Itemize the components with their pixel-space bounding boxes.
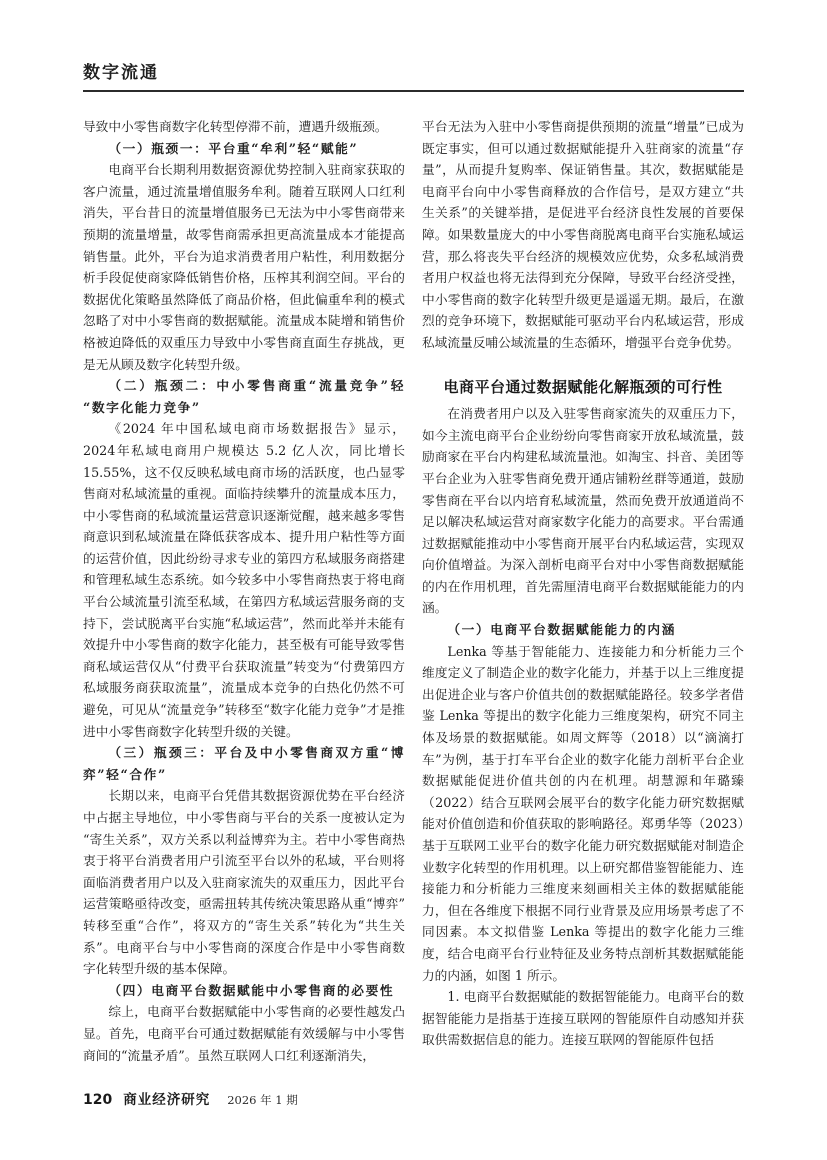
paragraph: 电商平台长期利用数据资源优势控制入驻商家获取的客户流量，通过流量增值服务牟利。随着互联网人口红利消失，平台昔日的流量增值服务已无法为中小零售商带来预期的流量增量，故零售商需承担更高流量成本才能提高销售量。此外，平台为追求消费者用户粘性，利用数据分析手段促使商家降低销售价格，压榨其利润空间。平台的数据优化策略虽然降低了商品价格，但此偏重牟利的模式忽略了对中小零售商的数据赋能。流量成本陡增和销售价格被迫降低的双重压力导致中小零售商直面生存挑战，更是无从顾及数字化转型升级。	[83, 162, 405, 372]
paragraph: 导致中小零售商数字化转型停滞不前，遭遇升级瓶颈。	[83, 119, 388, 134]
subsection-heading: （二）瓶颈二：中小零售商重“流量竞争”轻“数字化能力竞争”	[83, 378, 405, 415]
paragraph: 《2024 年中国私域电商市场数据报告》显示，2024年私域电商用户规模达 5.2 亿人次，同比增长 15.55%，这不仅反映私域电商市场的活跃度，也凸显零售商对私域流量的重视。面临持续攀升的流量成本压力，中小零售商的私域流量运营意识逐渐觉醒，越来越多零售商意识到私域流量在降低获客成本、提升用户粘性等方面的运营价值，因此纷纷寻求专业的第四方私域服务商搭建和管理私域生态系统。如今较多中小零售商热衷于将电商平台公域流量引流至私域，在第四方私域运营服务商的支持下，尝试脱离平台实施“私域运营”，然而此举并未能有效提升中小零售商的数字化能力，甚至极有可能导致零售商私域运营仅从“付费平台获取流量”转变为“付费第四方私域服务商获取流量”，流量成本竞争的白热化仍然不可避免，可见从“流量竞争”转移至“数字化能力竞争”才是推进中小零售商数字化转型升级的关键。	[83, 421, 405, 739]
subsection-heading: （四）电商平台数据赋能中小零售商的必要性	[108, 982, 395, 998]
left-column	[83, 116, 405, 1066]
section-column-label: 数字流通	[83, 58, 744, 92]
page-footer	[83, 1088, 298, 1108]
paragraph: Lenka 等基于智能能力、连接能力和分析能力三个维度定义了制造企业的数字化能力，并基于以上三维度提出促进企业与客户价值共创的数据赋能路径。较多学者借鉴 Lenka 等提出的数字化能力三维度架构，研究不同主体及场景的数据赋能。如周文辉等（2018）以“滴滴打车”为例，基于打车平台企业的数字化能力剖析平台企业数据赋能促进价值共创的内在机理。胡慧源和年璐臻（2022）结合互联网会展平台的数字化能力研究数据赋能对价值创造和价值获取的影响路径。郑勇华等（2023）基于互联网工业平台的数字化能力研究数据赋能对制造企业数字化转型的作用机理。以上研究都借鉴智能能力、连接能力和分析能力三维度来刻画相关主体的数据赋能能力，但在各维度下根据不同行业背景及应用场景考虑了不同因素。本文拟借鉴 Lenka 等提出的数字化能力三维度，结合电商平台行业特征及业务特点剖析其数据赋能能力的内涵，如图 1 所示。	[422, 643, 744, 983]
paragraph: 1. 电商平台数据赋能的数据智能能力。电商平台的数据智能能力是指基于连接互联网的智能原件自动感知并获取供需数据信息的能力。连接互联网的智能原件包括	[422, 989, 744, 1048]
subsection-heading: （三）瓶颈三：平台及中小零售商双方重“博弈”轻“合作”	[83, 745, 405, 782]
paragraph: 综上，电商平台数据赋能中小零售商的必要性越发凸显。首先，电商平台可通过数据赋能有效缓解与中小零售商间的“流量矛盾”。虽然互联网人口红利逐渐消失，	[83, 1004, 405, 1063]
page-number: 120	[83, 1092, 113, 1108]
subsection-heading: （一）电商平台数据赋能能力的内涵	[447, 622, 676, 638]
issue-info: 2026 年 1 期	[227, 1093, 298, 1107]
journal-name: 商业经济研究	[123, 1092, 211, 1108]
subsection-heading: （一）瓶颈一：平台重“牟利”轻“赋能”	[108, 140, 359, 156]
paragraph: 长期以来，电商平台凭借其数据资源优势在平台经济中占据主导地位，中小零售商与平台的关系一度被认定为“寄生关系”，双方关系以利益博弈为主。若中小零售商热衷于将平台消费者用户引流至平台以外的私域，平台则将面临消费者用户以及入驻商家流失的双重压力，因此平台运营策略亟待改变，亟需扭转其传统决策思路从重“博弈”转移至重“合作”，将双方的“寄生关系”转化为“共生关系”。电商平台与中小零售商的深度合作是中小零售商数字化转型升级的基本保障。	[83, 788, 405, 977]
section-heading: 电商平台通过数据赋能化解瓶颈的可行性	[443, 377, 723, 396]
paragraph: 在消费者用户以及入驻零售商家流失的双重压力下，如今主流电商平台企业纷纷向零售商家开放私域流量，鼓励商家在平台内构建私域流量池。如淘宝、抖音、美团等平台企业为入驻零售商免费开通店铺粉丝群等通道，鼓励零售商在平台以内培育私域流量，然而免费开放通道尚不足以解决私域运营对商家数字化能力的高要求。平台需通过数据赋能推动中小零售商开展平台内私域运营，实现双向价值增益。为深入剖析电商平台对中小零售商数据赋能的内在作用机理，首先需厘清电商平台数据赋能能力的内涵。	[422, 406, 744, 616]
paragraph: 平台无法为入驻中小零售商提供预期的流量“增量”已成为既定事实，但可以通过数据赋能提升入驻商家的流量“存量”，从而提升复购率、保证销售量。其次，数据赋能是电商平台向中小零售商释放的合作信号，是双方建立“共生关系”的关键举措，是促进平台经济良性发展的首要保障。如果数量庞大的中小零售商脱离电商平台实施私域运营，那么将丧失平台经济的规模效应优势，众多私域消费者用户权益也将无法得到充分保障，导致平台经济受挫，中小零售商的数字化转型升级更是遥遥无期。最后，在激烈的竞争环境下，数据赋能可驱动平台内私域运营，形成私域流量反哺公域流量的生态循环，增强平台竞争优势。	[422, 119, 744, 350]
article-body	[83, 116, 744, 1066]
right-column	[422, 116, 744, 1066]
page-header	[83, 58, 744, 92]
